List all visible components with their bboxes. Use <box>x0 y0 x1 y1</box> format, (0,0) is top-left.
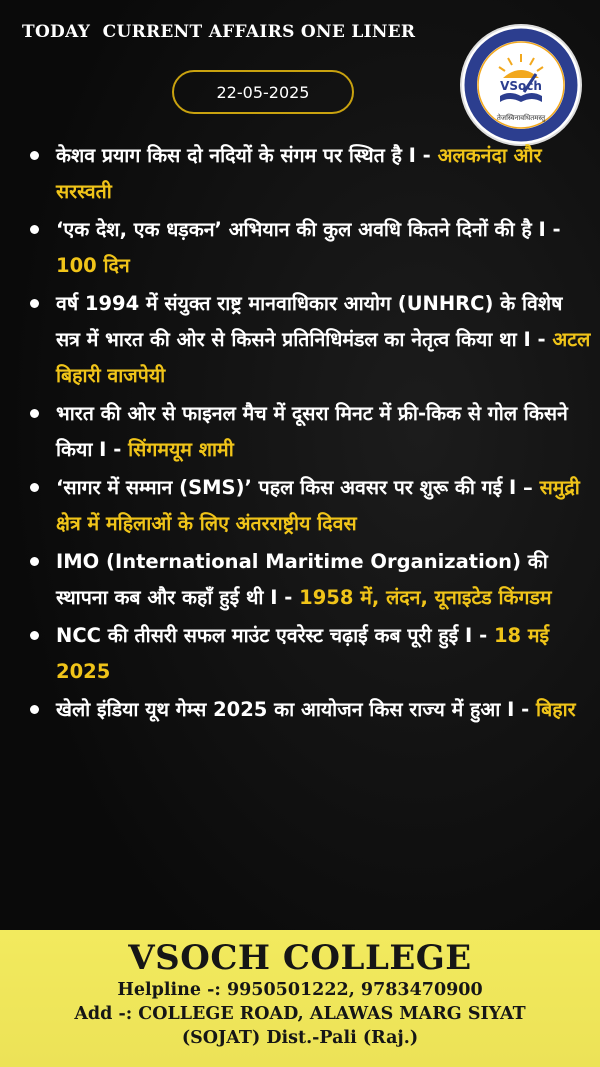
answer-text: अलकनंदा और सरस्वती <box>56 144 542 203</box>
answer-text: 1958 में, लंदन, यूनाइटेड किंगडम <box>299 586 552 609</box>
question-text: ‘सागर में सम्मान (SMS)’ पहल किस अवसर पर शुरू की गई I – <box>56 476 540 499</box>
question-text: वर्ष 1994 में संयुक्त राष्ट्र मानवाधिकार आयोग (UNHRC) के विशेष सत्र में भारत की ओर से किसने प्रतिनिधिमंडल का नेतृत्व किया था I - <box>56 292 563 351</box>
bullet-icon <box>30 225 39 234</box>
answer-text: समुद्री क्षेत्र में महिलाओं के लिए अंतरराष्ट्रीय दिवस <box>56 476 580 535</box>
college-name: VSOCH COLLEGE <box>128 938 472 978</box>
answer-text: 18 मई 2025 <box>56 624 550 683</box>
list-item <box>22 618 592 690</box>
bullet-icon <box>30 557 39 566</box>
logo-tagline: तेजस्विनावधितमस्तु <box>496 114 546 122</box>
bullet-icon <box>30 299 39 308</box>
list-item <box>22 286 592 394</box>
question-text: भारत की ओर से फाइनल मैच में दूसरा मिनट में फ्री-किक से गोल किसने किया I - <box>56 402 568 461</box>
answer-text: अटल बिहारी वाजपेयी <box>56 328 591 387</box>
question-text: IMO (International Maritime Organization) की स्थापना कब और कहाँ हुई थी I - <box>56 550 548 609</box>
bullet-icon <box>30 631 39 640</box>
answer-text: बिहार <box>536 698 576 721</box>
list-item <box>22 692 592 728</box>
question-text: NCC की तीसरी सफल माउंट एवरेस्ट चढ़ाई कब पूरी हुई I - <box>56 624 494 647</box>
footer-banner <box>0 930 600 1067</box>
date-badge: 22-05-2025 <box>172 70 354 114</box>
address-line-2: (SOJAT) Dist.-Pali (Raj.) <box>181 1028 419 1048</box>
bullet-icon <box>30 151 39 160</box>
question-text: केशव प्रयाग किस दो नदियों के संगम पर स्थित है I - <box>56 144 438 167</box>
bullet-icon <box>30 705 39 714</box>
header-title: TODAY CURRENT AFFAIRS ONE LINER <box>22 22 416 42</box>
answer-text: सिंगमयूम शामी <box>128 438 234 461</box>
list-item <box>22 396 592 468</box>
helpline-text: Helpline -: 9950501222, 9783470900 <box>117 980 483 1000</box>
list-item <box>22 138 592 210</box>
answer-text: 100 दिन <box>56 254 130 277</box>
address-line-1: Add -: COLLEGE ROAD, ALAWAS MARG SIYAT <box>74 1004 526 1024</box>
list-item <box>22 544 592 616</box>
one-liner-list <box>22 138 592 730</box>
list-item <box>22 212 592 284</box>
bullet-icon <box>30 409 39 418</box>
question-text: खेलो इंडिया यूथ गेम्स 2025 का आयोजन किस राज्य में हुआ I - <box>56 698 537 721</box>
question-text: ‘एक देश, एक धड़कन’ अभियान की कुल अवधि कितने दिनों की है I - <box>56 218 561 241</box>
list-item <box>22 470 592 542</box>
logo <box>462 26 580 144</box>
bullet-icon <box>30 483 39 492</box>
logo-brand: VSoch <box>500 79 542 93</box>
